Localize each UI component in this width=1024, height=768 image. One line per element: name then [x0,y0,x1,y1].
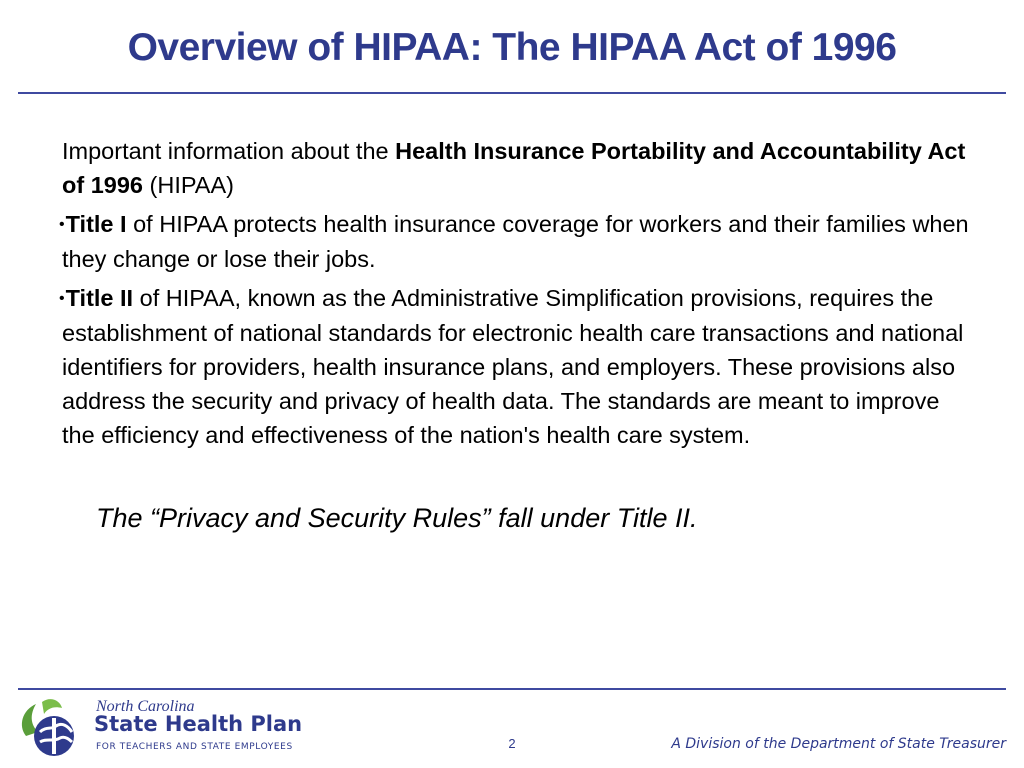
bullet-title-1 [59,207,972,276]
logo-tagline: FOR TEACHERS AND STATE EMPLOYEES [96,742,293,752]
bullet-icon: • [59,216,65,233]
footer-divider [18,688,1006,690]
intro-suffix: (HIPAA) [143,172,234,198]
division-credit: A Division of the Department of State Treasurer [671,736,1006,752]
state-health-plan-logo [16,694,303,760]
bullet-title-2 [59,281,972,452]
logo-state-health-plan: State Health Plan [94,712,303,736]
slide-body [59,134,972,457]
intro-paragraph [62,134,972,202]
intro-act-name: Health Insurance Portability and Accountability Act of 1996 [62,138,966,198]
privacy-security-note: The “Privacy and Security Rules” fall under Title II. [96,503,698,533]
slide-title: Overview of HIPAA: The HIPAA Act of 1996 [127,26,897,69]
logo-north-carolina: North Carolina [96,698,195,715]
bullet-icon: • [59,290,65,307]
bullet-title-2-label: Title II [65,285,134,311]
bullet-title-1-text: of HIPAA protects health insurance coverage for workers and their families when they change or lose their jobs. [62,211,969,272]
bullet-title-2-text: of HIPAA, known as the Administrative Simplification provisions, requires the establishment of national standards for electronic health care transactions and national identifiers for providers, health insurance plans, and employers. These provisions also address the security and privacy of health data. The standards are meant to improve the efficiency and effectiveness of the nation's health care system. [62,285,964,448]
globe-leaf-logo-icon [16,696,80,760]
intro-prefix: Important information about the [62,138,396,164]
bullet-title-1-label: Title I [65,211,127,237]
title-divider [18,92,1006,94]
page-number: 2 [508,736,516,751]
